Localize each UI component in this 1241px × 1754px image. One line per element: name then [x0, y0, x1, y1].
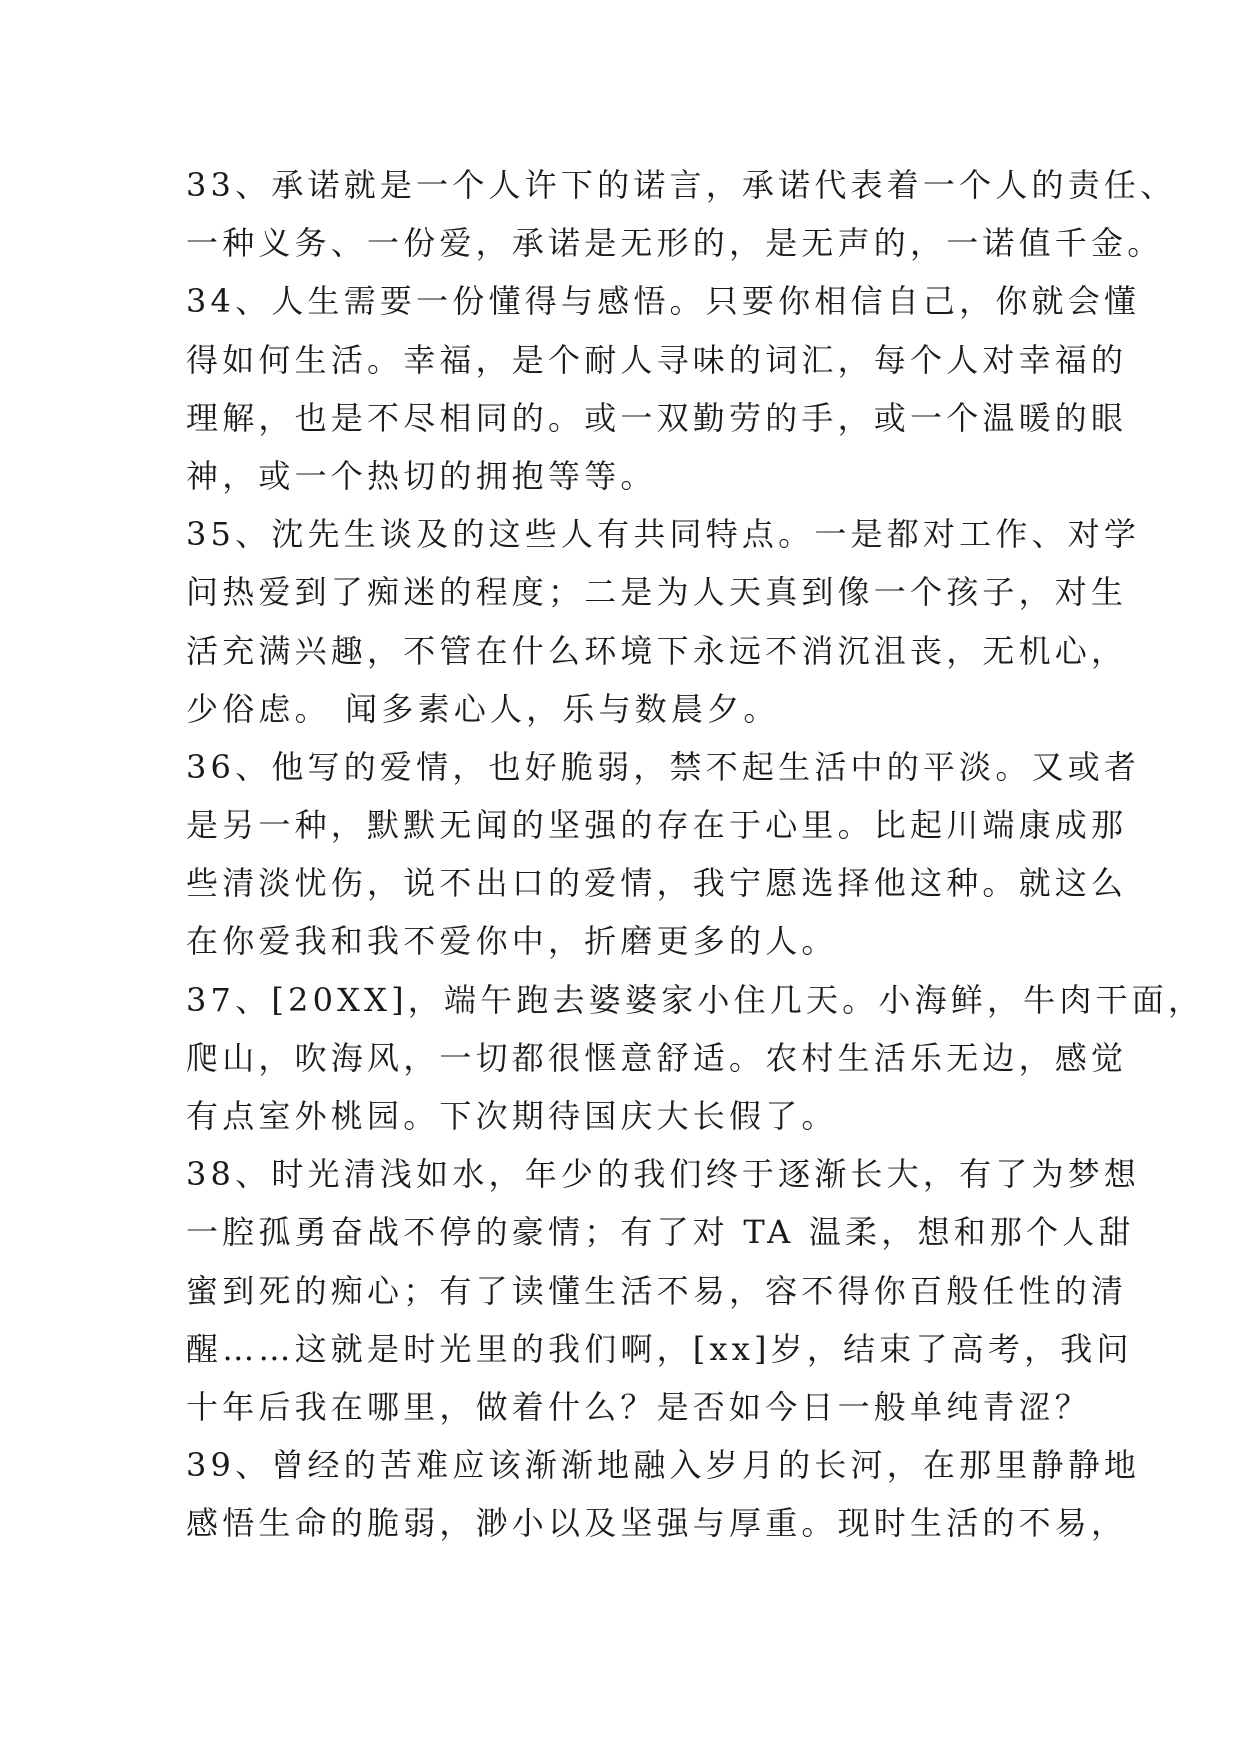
text-line: 十年后我在哪里，做着什么？是否如今日一般单纯青涩？ — [186, 1387, 1092, 1426]
text-line: 36、他写的爱情，也好脆弱，禁不起生活中的平淡。又或者 — [186, 747, 1141, 786]
text-line: 在你爱我和我不爱你中，折磨更多的人。 — [186, 922, 838, 961]
text-line: 理解，也是不尽相同的。或一双勤劳的手，或一个温暖的眼 — [186, 398, 1128, 437]
text-line: 爬山，吹海风，一切都很惬意舒适。农村生活乐无边，感觉 — [186, 1038, 1128, 1077]
text-line: 得如何生活。幸福，是个耐人寻味的词汇，每个人对幸福的 — [186, 340, 1128, 379]
text-line: 感悟生命的脆弱，渺小以及坚强与厚重。现时生活的不易， — [186, 1504, 1128, 1543]
text-line: 少俗虑。 闻多素心人，乐与数晨夕。 — [186, 689, 780, 728]
document-body — [186, 156, 1205, 1553]
text-line: 33、承诺就是一个人许下的诺言，承诺代表着一个人的责任、 — [186, 166, 1177, 204]
text-line: 34、人生需要一份懂得与感悟。只要你相信自己，你就会懂 — [186, 282, 1141, 321]
text-line: 是另一种，默默无闻的坚强的存在于心里。比起川端康成那 — [186, 806, 1128, 845]
text-line: 些清淡忧伤，说不出口的爱情，我宁愿选择他这种。就这么 — [186, 864, 1128, 903]
text-line: 一腔孤勇奋战不停的豪情；有了对 TA 温柔，想和那个人甜 — [186, 1213, 1135, 1252]
text-line: 一种义务、一份爱，承诺是无形的，是无声的，一诺值千金。 — [186, 224, 1164, 263]
text-line: 有点室外桃园。下次期待国庆大长假了。 — [186, 1097, 838, 1135]
text-line: 37、[20XX]，端午跑去婆婆家小住几天。小海鲜，牛肉干面， — [186, 980, 1205, 1019]
text-line: 35、沈先生谈及的这些人有共同特点。一是都对工作、对学 — [186, 515, 1141, 554]
text-line: 活充满兴趣，不管在什么环境下永远不消沉沮丧，无机心， — [186, 631, 1128, 670]
text-line: 问热爱到了痴迷的程度；二是为人天真到像一个孩子，对生 — [186, 573, 1128, 612]
text-line: 39、曾经的苦难应该渐渐地融入岁月的长河，在那里静静地 — [186, 1446, 1141, 1485]
text-line: 蜜到死的痴心；有了读懂生活不易，容不得你百般任性的清 — [186, 1271, 1128, 1310]
text-line: 醒……这就是时光里的我们啊，[xx]岁，结束了高考，我问 — [186, 1329, 1133, 1368]
text-line: 38、时光清浅如水，年少的我们终于逐渐长大，有了为梦想 — [186, 1155, 1141, 1194]
text-line: 神，或一个热切的拥抱等等。 — [186, 456, 657, 495]
